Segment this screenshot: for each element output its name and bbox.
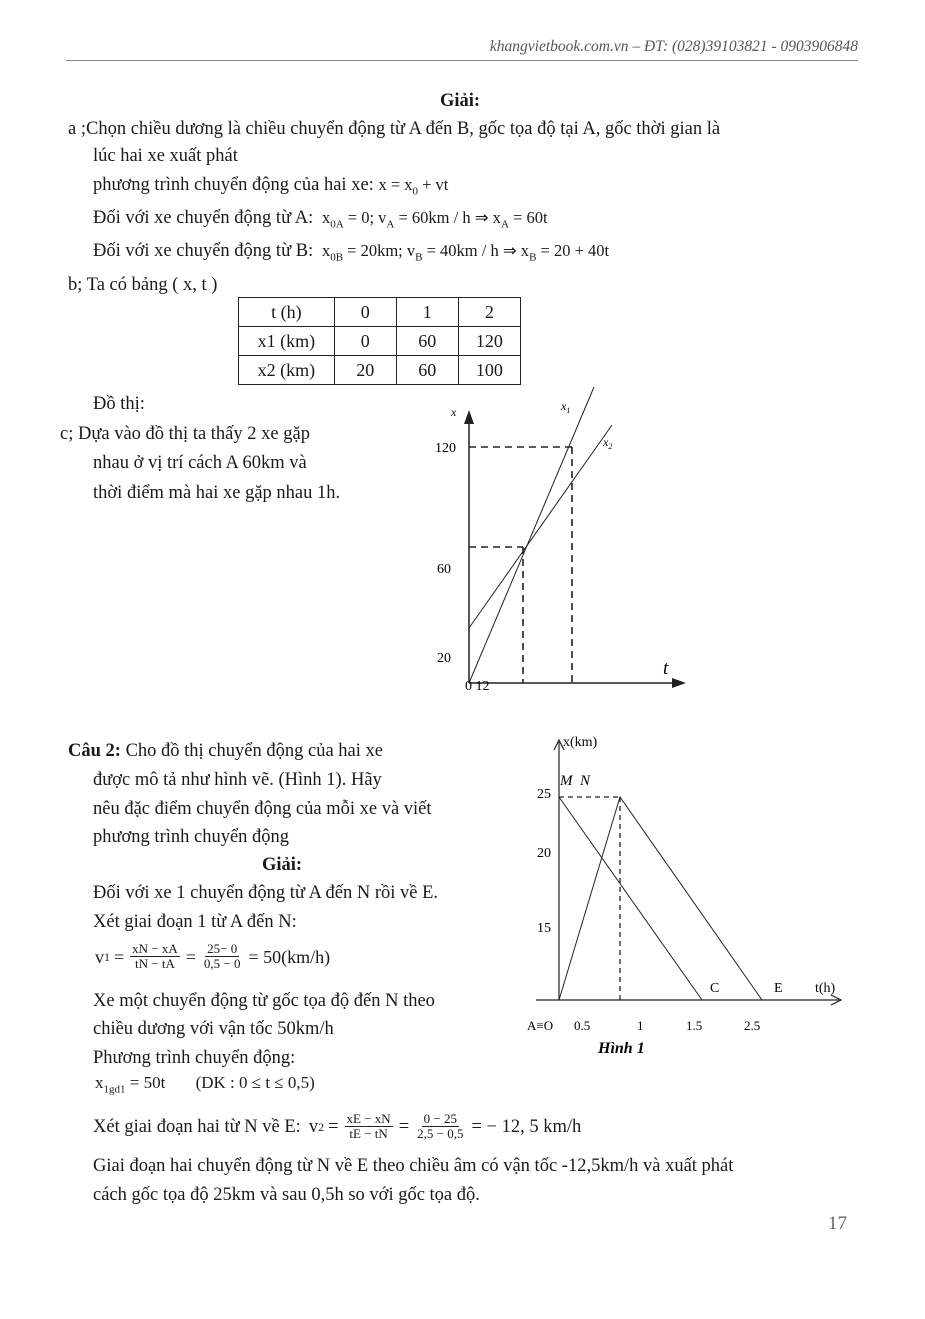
eq1-subscript: 1gd1 <box>103 1083 126 1096</box>
question2-line2: được mô tả như hình vẽ. (Hình 1). Hãy <box>93 770 382 790</box>
part-a-line3 <box>93 172 448 204</box>
y-tick-20: 20 <box>437 651 451 666</box>
page-number: 17 <box>828 1213 847 1234</box>
y-tick-15: 15 <box>537 921 551 936</box>
y-tick-120: 120 <box>435 441 456 456</box>
x-tick-0-5: 0.5 <box>574 1018 591 1033</box>
v1-result: = 50(km/h) <box>248 946 331 967</box>
car-a-equation: $x_{0A} = 0$; $v_A = 60km / h$ ⇒ $x_A = 60t$ <box>317 208 548 231</box>
point-e-label: E <box>774 981 783 996</box>
denominator: 2,5 − 0,5 <box>417 1126 464 1141</box>
v2-fraction-symbolic <box>345 1112 393 1141</box>
figure-caption: Hình 1 <box>598 1040 645 1057</box>
table-cell: x1 (km) <box>239 327 335 356</box>
eq1-rhs: = 50t <box>125 1073 166 1092</box>
solution2-line5: Phương trình chuyển động: <box>93 1048 296 1068</box>
solution-title: Giải: <box>440 91 481 111</box>
v1-subscript: 1 <box>104 949 110 964</box>
eq1-condition: (DK : 0 ≤ t ≤ 0,5) <box>195 1073 315 1092</box>
part-c-line3: thời điểm mà hai xe gặp nhau 1h. <box>93 483 341 503</box>
table-cell: 2 <box>458 298 520 327</box>
solution2-line2: Xét giai đoạn 1 từ A đến N: <box>93 912 297 932</box>
equation-intro: phương trình chuyển động của hai xe: <box>93 175 374 195</box>
denominator: 0,5 − 0 <box>203 956 241 971</box>
table-cell: 20 <box>334 356 396 385</box>
table-cell: 0 <box>334 327 396 356</box>
question2-line1 <box>68 738 383 764</box>
header-divider <box>66 60 858 61</box>
question2-line4: phương trình chuyển động <box>93 827 290 847</box>
question2-line3: nêu đặc điểm chuyển động của mỗi xe và viết <box>93 799 432 819</box>
solution2-line3: Xe một chuyển động từ gốc tọa độ đến N theo <box>93 991 435 1011</box>
denominator: tE − tN <box>349 1126 388 1141</box>
table-cell: 0 <box>334 298 396 327</box>
point-n-label: N <box>580 773 591 789</box>
numerator: xN − xA <box>132 941 178 956</box>
part-a-line4 <box>93 205 548 237</box>
car-b-equation: $x_{0B} = 20km$; $v_B = 40km / h$ ⇒ $x_B = 20 + 40t$ <box>317 241 610 264</box>
car-b-intro: Đối với xe chuyển động từ B: <box>93 241 314 261</box>
car-a-intro: Đối với xe chuyển động từ A: <box>93 208 314 228</box>
solution2-title: Giải: <box>262 855 303 875</box>
solution2-line4: chiều dương với vận tốc 50km/h <box>93 1019 334 1039</box>
equals-sign: = <box>185 946 196 967</box>
equation-general: $x = x_0$ + vt <box>378 175 449 198</box>
question-label: Câu 2: <box>68 741 121 761</box>
equation-stage1 <box>95 1070 315 1102</box>
point-m-label: M <box>560 773 573 789</box>
numerator: 0 − 25 <box>423 1111 457 1126</box>
part-a-line5 <box>93 238 609 270</box>
table-cell: 60 <box>396 356 458 385</box>
denominator: tN − tA <box>135 956 175 971</box>
point-c-label: C <box>710 981 720 996</box>
graph-hinh1-chart <box>520 728 860 1068</box>
part-c-line1: c; Dựa vào đồ thị ta thấy 2 xe gặp <box>60 424 310 444</box>
x-axis-label: t <box>663 658 669 679</box>
conclusion-line2: cách gốc tọa độ 25km và sau 0,5h so với gốc tọa độ. <box>93 1185 480 1205</box>
v1-fraction-symbolic <box>130 942 180 971</box>
equals-sign: = <box>114 946 125 967</box>
table-row <box>239 327 521 356</box>
graph-label: Đồ thị: <box>93 394 145 414</box>
table-cell: 120 <box>458 327 520 356</box>
x-tick-origin: A≡O <box>527 1018 554 1033</box>
y-axis-label: x <box>451 405 457 419</box>
v2-symbol: v <box>308 1116 319 1137</box>
table-cell: 100 <box>458 356 520 385</box>
x-ticks: 0 12 <box>465 679 490 694</box>
equals-sign: = <box>328 1116 339 1137</box>
solution2-line1: Đối với xe 1 chuyển động từ A đến N rồi về E. <box>93 883 439 903</box>
table-row <box>239 298 521 327</box>
numerator: xE − xN <box>346 1111 391 1126</box>
page-header: khangvietbook.com.vn – ĐT: (028)39103821 - 0903906848 <box>489 38 858 55</box>
part-a-line2: lúc hai xe xuất phát <box>93 146 238 166</box>
eq1-lhs: x <box>95 1073 104 1092</box>
v2-result: = − 12, 5 km/h <box>471 1116 582 1137</box>
question-text: Cho đồ thị chuyển động của hai xe <box>120 741 383 761</box>
table-cell: 60 <box>396 327 458 356</box>
y-axis-label: x(km) <box>563 735 598 750</box>
part-c-line2: nhau ở vị trí cách A 60km và <box>93 453 307 473</box>
x-tick-2-5: 2.5 <box>744 1018 761 1033</box>
v1-formula <box>95 942 330 971</box>
stage2-text: Xét giai đoạn hai từ N về E: <box>93 1116 301 1137</box>
v2-subscript: 2 <box>318 1119 325 1134</box>
xt-table <box>238 297 521 385</box>
table-cell: t (h) <box>239 298 335 327</box>
table-cell: 1 <box>396 298 458 327</box>
x-axis-label: t(h) <box>815 981 836 996</box>
x-tick-1-5: 1.5 <box>686 1018 703 1033</box>
table-cell: x2 (km) <box>239 356 335 385</box>
graph-x-t-chart <box>420 380 700 700</box>
part-a-line1: a ;Chọn chiều dương là chiều chuyển động từ A đến B, gốc tọa độ tại A, gốc thời gian là <box>68 119 721 139</box>
line1-label: $x_1$ <box>561 399 571 415</box>
v1-fraction-numeric <box>202 942 243 971</box>
v2-fraction-numeric <box>415 1112 465 1141</box>
line2-label: $x_2$ <box>603 435 613 451</box>
x-tick-1: 1 <box>637 1018 644 1033</box>
v2-formula <box>93 1112 581 1141</box>
y-tick-20: 20 <box>537 846 551 861</box>
y-tick-60: 60 <box>437 562 451 577</box>
v1-symbol: v <box>95 946 104 967</box>
part-b-label: b; Ta có bảng ( x, t ) <box>68 275 218 295</box>
equals-sign: = <box>398 1116 410 1137</box>
conclusion-line1: Giai đoạn hai chuyển động từ N về E theo chiều âm có vận tốc -12,5km/h và xuất phát <box>93 1156 734 1176</box>
numerator: 25− 0 <box>207 941 238 956</box>
y-tick-25: 25 <box>537 787 551 802</box>
